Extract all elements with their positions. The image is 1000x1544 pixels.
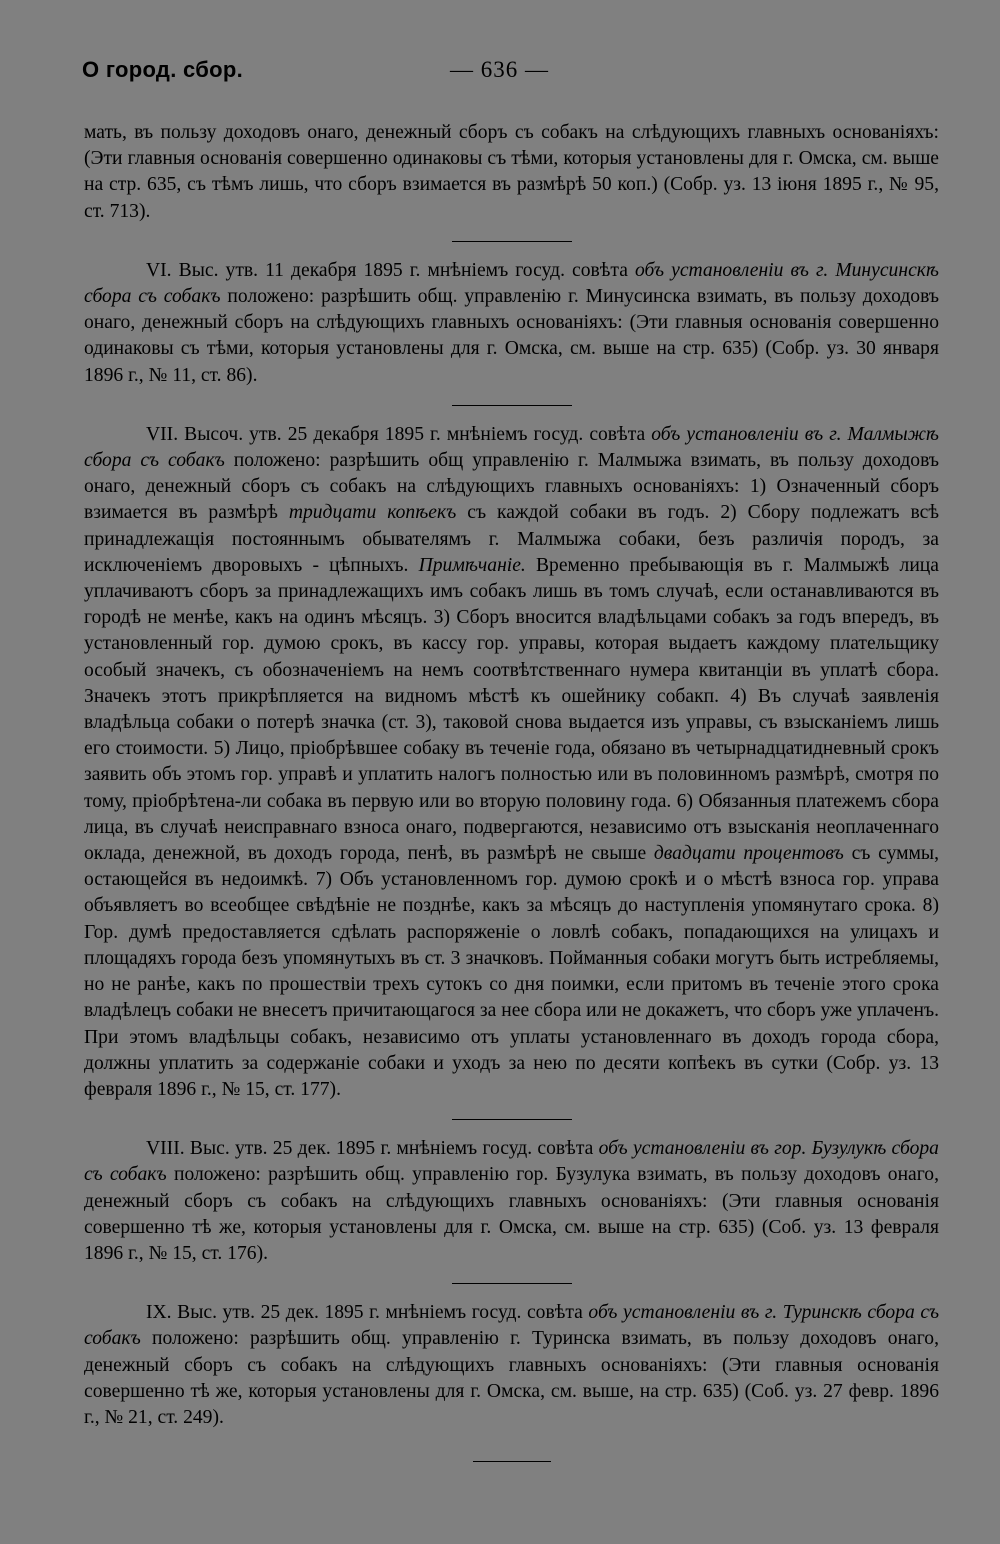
text-run: IX. Выс. утв. 25 дек. 1895 г. мнѣніемъ госуд. совѣта — [146, 1302, 589, 1324]
italic-text: объ установленіи въ г. Минусинскѣ сбора съ собакъ — [84, 259, 939, 308]
text-run: VII. Высоч. утв. 25 декабря 1895 г. мнѣніемъ госуд. совѣта — [146, 423, 652, 445]
text-run: положено: разрѣшить общ. управленію г. Минусинска взимать, въ пользу доходовъ онаго, денежный сборъ на слѣдующихъ главныхъ основаніяхъ: (Эти главныя основанія совершенно одинаковы съ тѣми, которыя установлены для г. Омска, см. выше на стр. 635) (Собр. уз. 30 января 1896 г., № 11, ст. 86). — [84, 286, 939, 386]
italic-text: объ установленіи въ гор. Бузулукѣ сбора съ собакъ — [84, 1138, 939, 1186]
italic-text: двадцати процентовъ — [653, 843, 844, 865]
text-run: Временно пребывающія въ г. Малмыжѣ лица уплачиваютъ сборъ за принадлежащихъ имъ собакъ лишь въ томъ случаѣ, если останавливаются въ городѣ не менѣе, какъ на одинъ мѣсяцъ. 3) Сборъ вносится владѣльцами собакъ за годъ впередъ, въ установленный гор. думою срокъ, въ кассу гор. управы, которая выдаетъ каждому плательщику особый значекъ, съ обозначеніемъ на немъ соотвѣтственнаго нумера квитанціи въ уплатѣ сбора. Значекъ этотъ прикрѣпляется на видномъ мѣстѣ къ ошейнику собакп. 4) Въ случаѣ заявленія владѣльца собаки о потерѣ значка (ст. 3), таковой снова выдается изъ управы, съ взысканіемъ лишь его стоимости. 5) Лицо, пріобрѣвшее собаку въ теченіе года, обязано въ четырнадцатидневный срокъ заявить объ этомъ гор. управѣ и уплатить налогъ полностью или въ половинномъ размѣрѣ, смотря по тому, пріобрѣтена-ли собака въ первую или во вторую половину года. 6) Обязанныя платежемъ сбора лица, въ случаѣ неисправнаго взноса онаго, подвергаются, независимо отъ взысканія неоплаченнаго оклада, денежной, въ доходъ города, пенѣ, въ размѣрѣ не свыше — [84, 554, 939, 865]
italic-text: объ установленіи въ г. Малмыжѣ сбора съ собакъ — [84, 423, 939, 472]
section-vi — [84, 258, 939, 389]
page-number: — 636 — — [450, 57, 549, 82]
section-viii — [84, 1136, 939, 1267]
text-run: съ каждой собаки въ годъ. 2) Сбору подлежатъ всѣ принадлежащія постояннымъ обывателямъ г. Малмыжа собаки, безъ различія породъ, за исключеніемъ дворовыхъ - цѣпныхъ. — [84, 502, 939, 576]
page-header — [82, 57, 940, 89]
section-vii — [84, 422, 939, 1103]
section-divider — [473, 1461, 551, 1462]
italic-text: Примѣчаніе. — [418, 554, 526, 576]
page-body — [84, 120, 939, 1478]
italic-text: объ установленіи въ г. Туринскѣ сбора съ собакъ — [84, 1302, 939, 1350]
section-divider — [452, 1283, 572, 1284]
section-divider — [452, 241, 572, 242]
text-run: положено: разрѣшить общ. управленію г. Туринска взимать, въ пользу доходовъ онаго, денежный сборъ съ собакъ на слѣдующихъ главныхъ основаніяхъ: (Эти главныя основанія совершенно тѣ же, которыя установлены для г. Омска, см. выше, на стр. 635) (Соб. уз. 27 февр. 1896 г., № 21, ст. 249). — [84, 1328, 939, 1428]
running-head: О город. сбор. — [82, 57, 244, 82]
text-run: положено: разрѣшить общ. управленію гор. Бузулука взимать, въ пользу доходовъ онаго, денежный сборъ съ собакъ на слѣдующихъ главныхъ основаніяхъ: (Эти главныя основанія совершенно тѣ же, которыя установлены для г. Омска, см. выше на стр. 635) (Соб. уз. 13 февраля 1896 г., № 15, ст. 176). — [84, 1164, 940, 1264]
italic-text: тридцати копѣекъ — [288, 502, 457, 524]
text-run: съ суммы, остающейся въ недоимкѣ. 7) Объ установленномъ гор. думою срокѣ и о мѣстѣ взноса гор. управа объявляетъ во всеобщее свѣдѣніе не позднѣе, какъ за мѣсяцъ до наступленія упомянутаго срока. 8) Гор. думѣ предоставляется сдѣлать распоряженіе о ловлѣ собакъ, попадающихся на улицахъ и площадяхъ города безъ упомянутыхъ въ ст. 3 значковъ. Пойманныя собаки могутъ быть истребляемы, но не ранѣе, какъ по прошествіи трехъ сутокъ со дня поимки, если притомъ въ теченіе этого срока владѣлецъ собаки не внесетъ причитающагося за нее сбора или не докажетъ, что сборъ уже уплаченъ. При этомъ владѣльцы собакъ, независимо отъ уплаты установленнаго въ доходъ города сбора, должны уплатить за содержаніе собаки и уходъ за нею по десяти копѣекъ въ сутки (Собр. уз. 13 февраля 1896 г., № 15, ст. 177). — [84, 843, 939, 1100]
text-run: мать, въ пользу доходовъ онаго, денежный сборъ съ собакъ на слѣдующихъ главныхъ основаніяхъ: (Эти главныя основанія совершенно одинаковы съ тѣми, которыя установлены для г. Омска, см. выше на стр. 635, съ тѣмъ лишь, что сборъ взимается въ размѣрѣ 50 коп.) (Собр. уз. 13 іюня 1895 г., № 95, ст. 713). — [84, 122, 939, 222]
section-divider — [452, 405, 572, 406]
section-divider — [452, 1119, 572, 1120]
section-continuation — [84, 120, 939, 225]
text-run: VI. Выс. утв. 11 декабря 1895 г. мнѣніемъ госуд. совѣта — [146, 259, 635, 281]
text-run: VIII. Выс. утв. 25 дек. 1895 г. мнѣніемъ госуд. совѣта — [146, 1138, 599, 1160]
text-run: положено: разрѣшить общ управленію г. Малмыжа взимать, въ пользу доходовъ онаго, денежный сборъ съ собакъ на слѣдующихъ главныхъ основаніяхъ: 1) Означенный сборъ взимается въ размѣрѣ — [84, 450, 939, 524]
section-ix — [84, 1300, 939, 1431]
